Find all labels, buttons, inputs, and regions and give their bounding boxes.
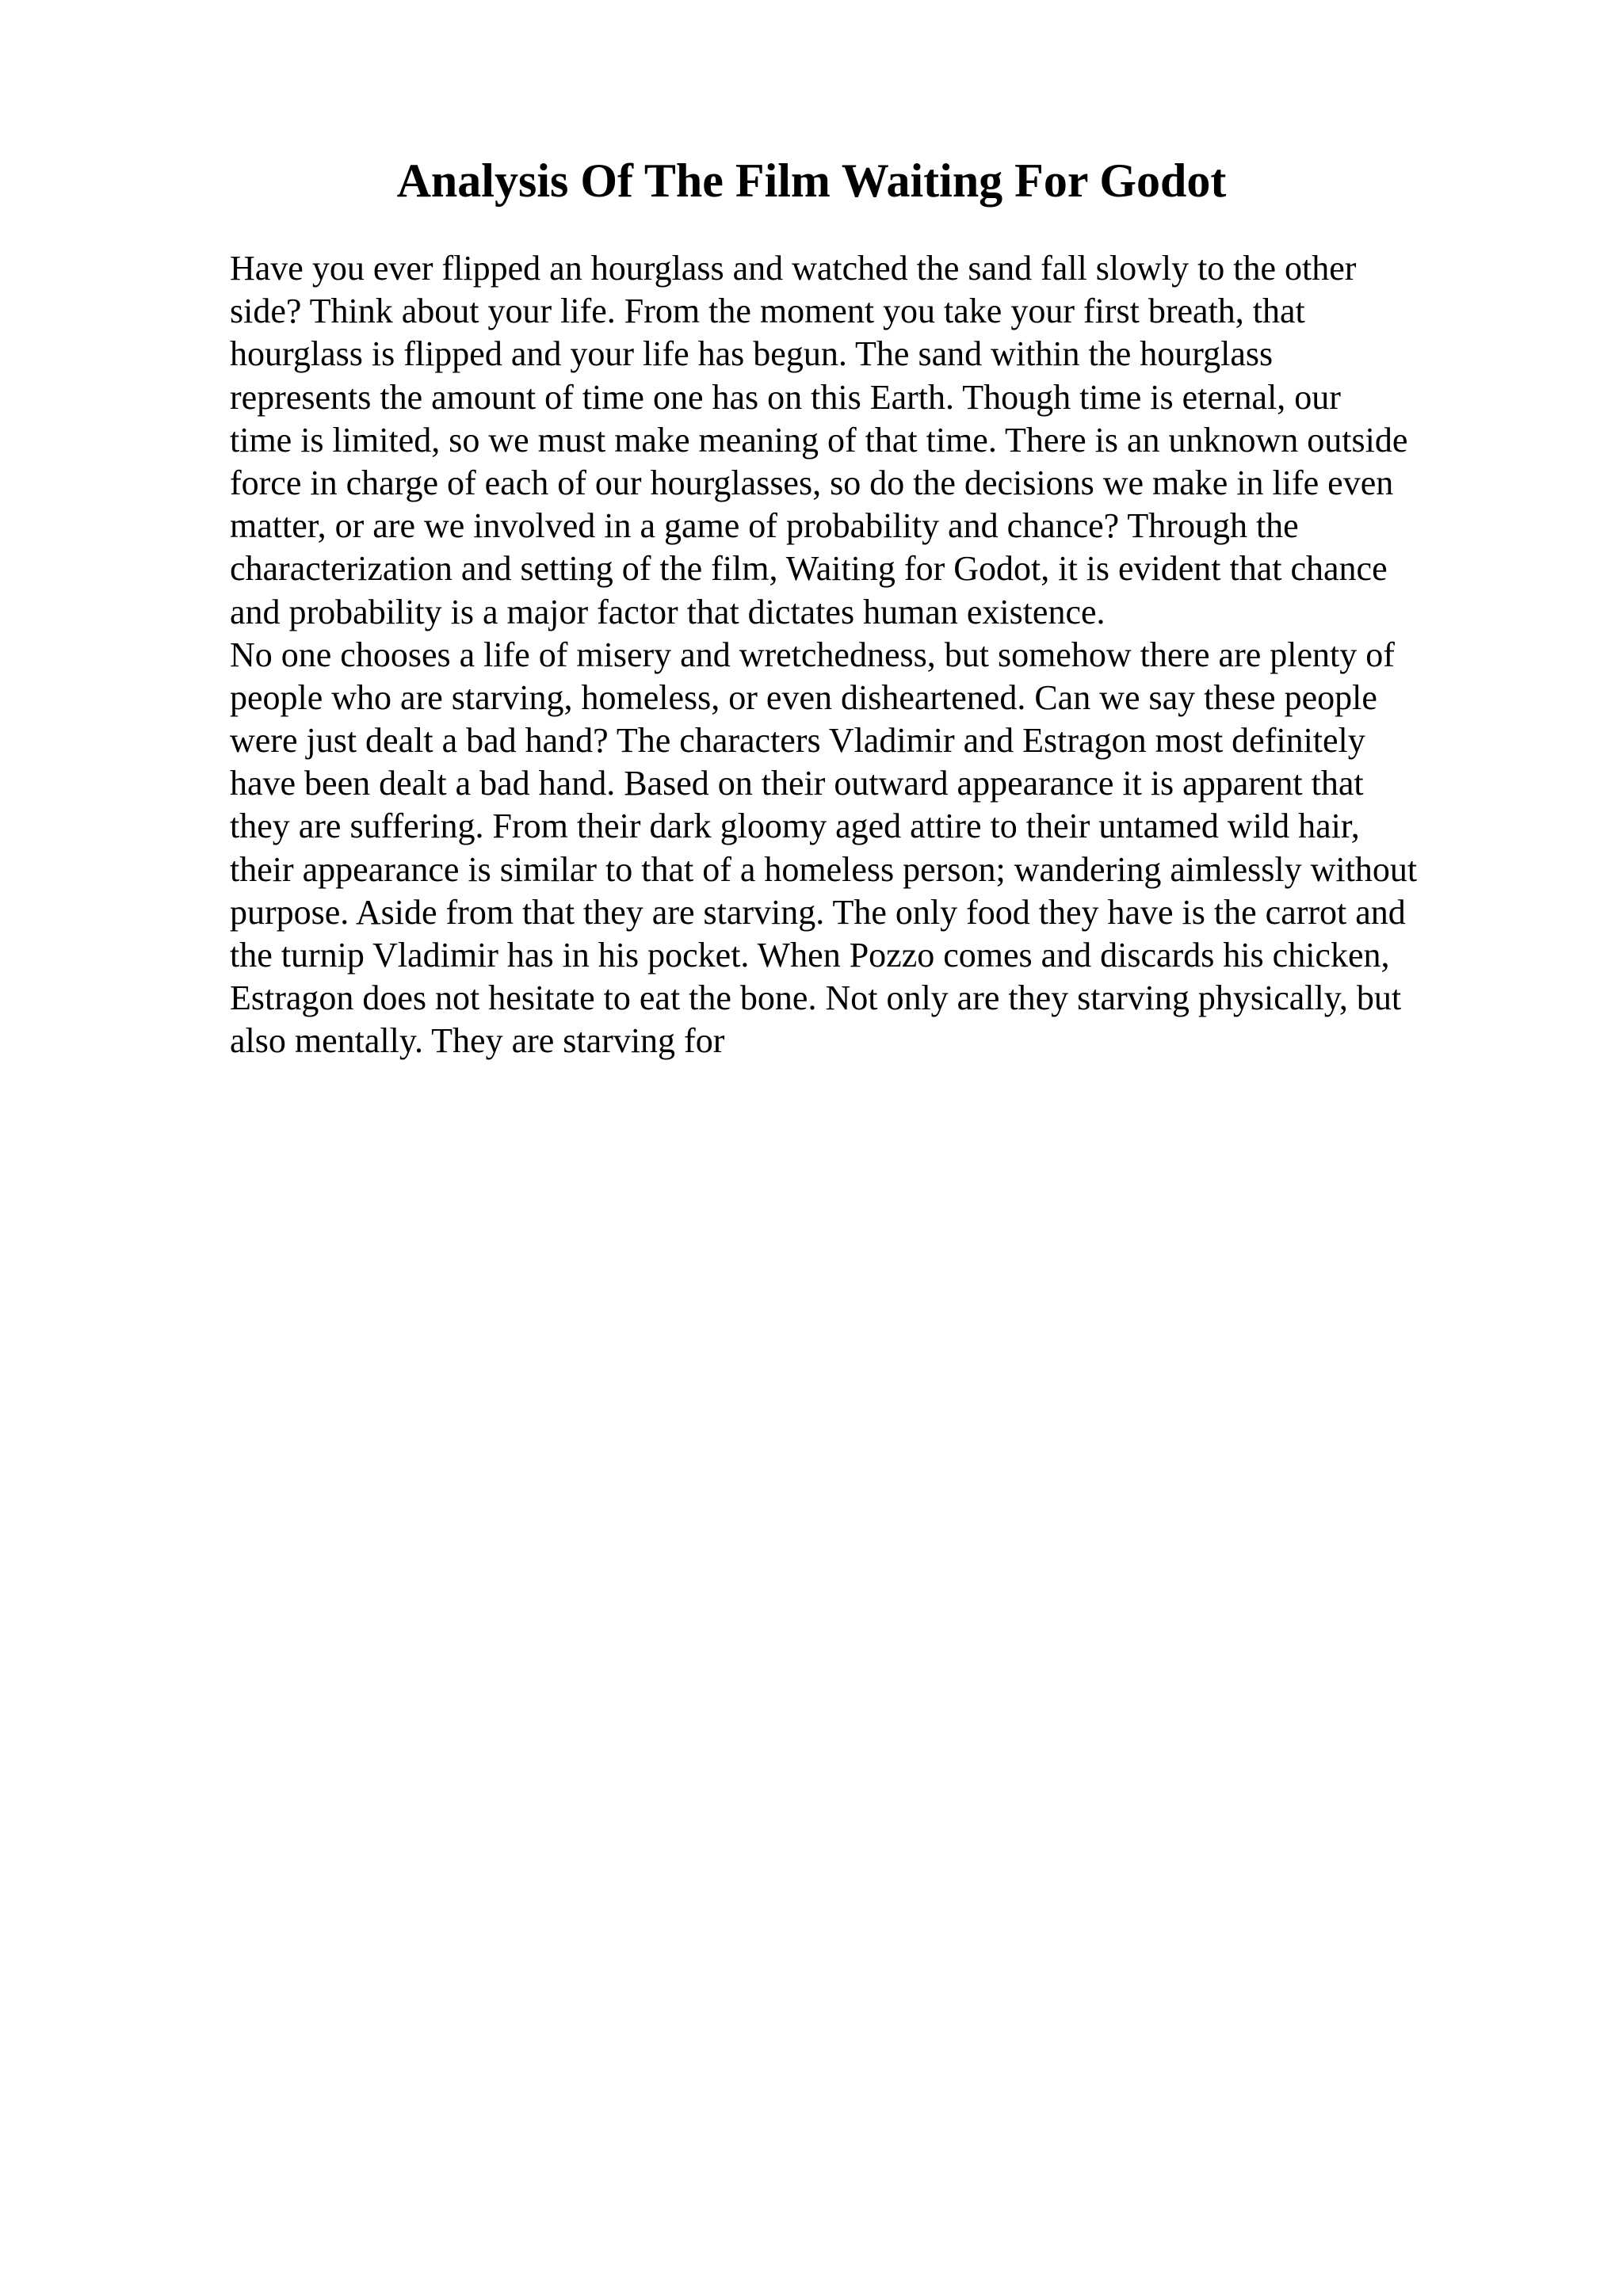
text-line: they are suffering. From their dark gloomy aged attire to their untamed wild hair, — [230, 807, 1360, 846]
text-line: Estragon does not hesitate to eat the bone. Not only are they starving physically, but — [230, 978, 1402, 1018]
text-line: the turnip Vladimir has in his pocket. When Pozzo comes and discards his chicken, — [230, 936, 1390, 974]
text-line: represents the amount of time one has on this Earth. Though time is eternal, our — [230, 377, 1341, 417]
text-line: No one chooses a life of misery and wretchedness, but somehow there are plenty of — [230, 635, 1395, 674]
text-line: time is limited, so we must make meaning of that time. There is an unknown outside — [230, 420, 1408, 460]
text-line: side? Think about your life. From the moment you take your first breath, that — [230, 292, 1305, 331]
document-title: Analysis Of The Film Waiting For Godot — [396, 154, 1227, 207]
text-line: also mentally. They are starving for — [230, 1021, 725, 1061]
text-line: their appearance is similar to that of a homeless person; wandering aimlessly without — [230, 849, 1418, 889]
text-line: Have you ever flipped an hourglass and watched the sand fall slowly to the other — [230, 249, 1357, 288]
text-line: purpose. Aside from that they are starving. The only food they have is the carrot and — [230, 892, 1406, 932]
text-line: were just dealt a bad hand? The characters Vladimir and Estragon most definitely — [230, 721, 1365, 761]
text-line: hourglass is flipped and your life has begun. The sand within the hourglass — [230, 334, 1274, 374]
text-line: force in charge of each of our hourglasses, so do the decisions we make in life even — [230, 463, 1394, 502]
text-line: and probability is a major factor that dictates human existence. — [230, 592, 1106, 631]
text-line: have been dealt a bad hand. Based on their outward appearance it is apparent that — [230, 764, 1364, 803]
text-line: characterization and setting of the film, Waiting for Godot, it is evident that chance — [230, 549, 1388, 589]
text-line: people who are starving, homeless, or even disheartened. Can we say these people — [230, 677, 1377, 717]
text-line: matter, or are we involved in a game of probability and chance? Through the — [230, 506, 1299, 546]
document-body — [230, 247, 1529, 1063]
